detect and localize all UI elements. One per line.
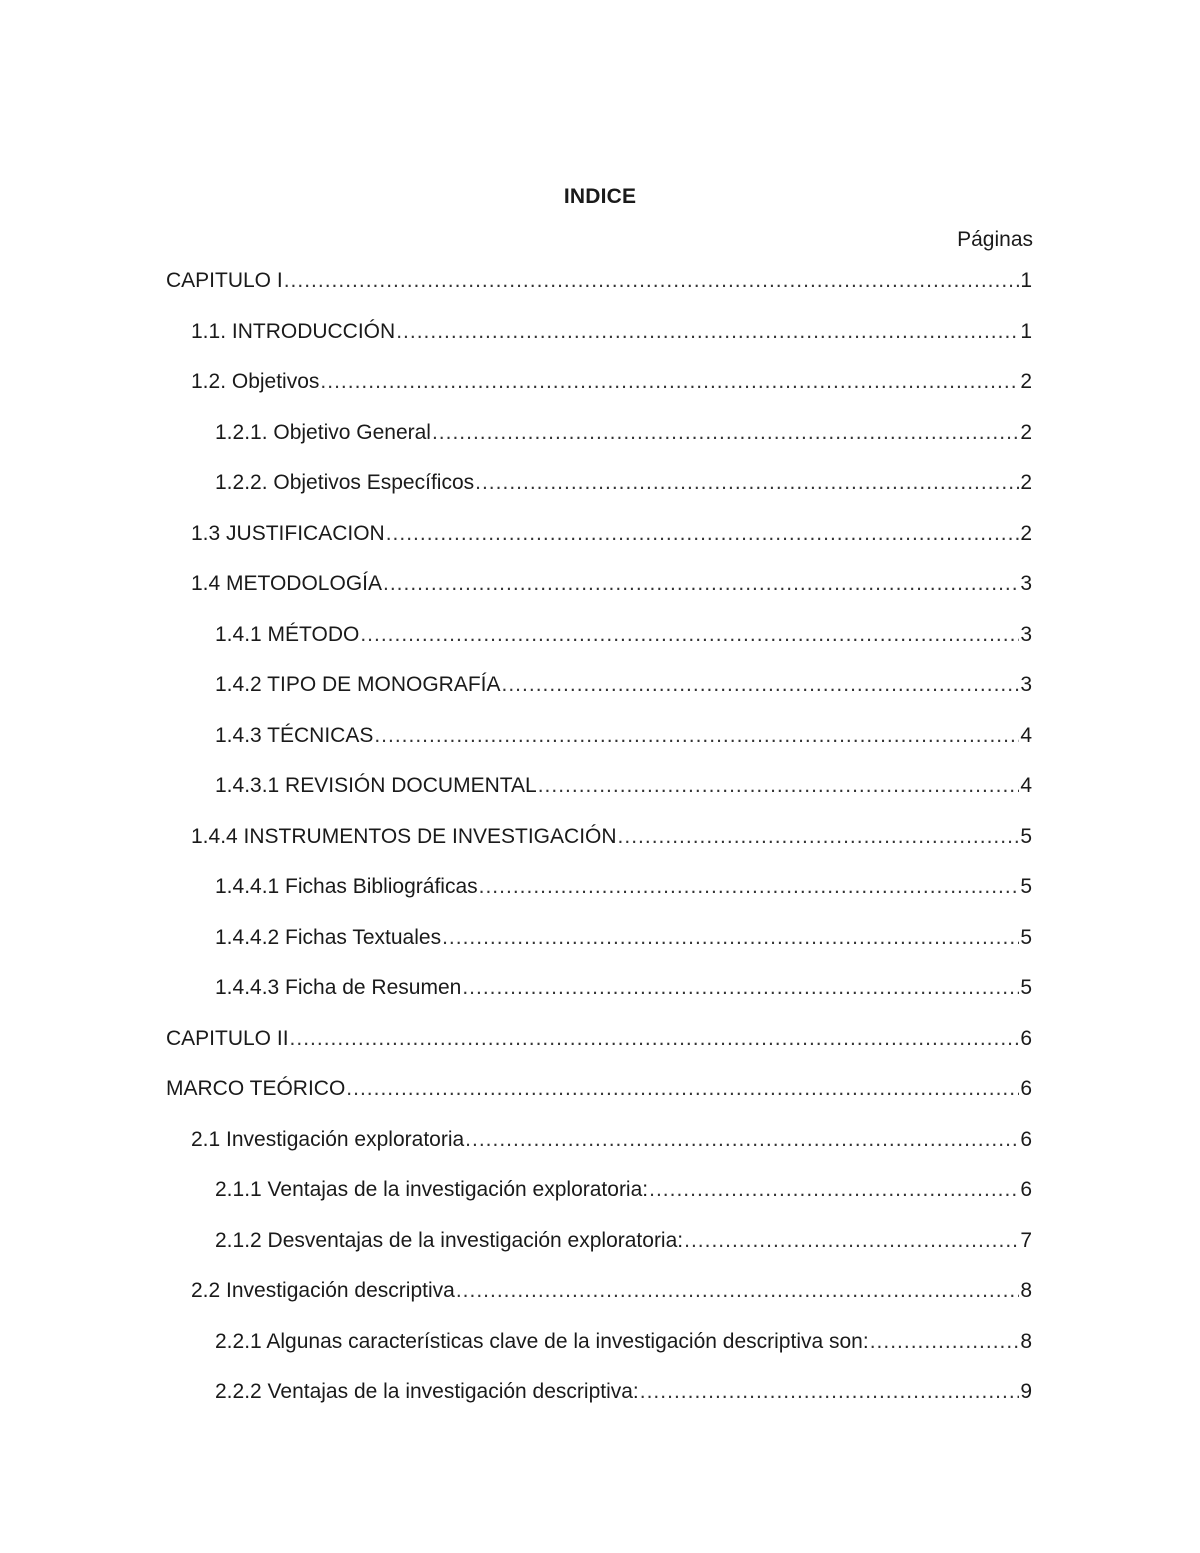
- toc-entry-label: 1.4.1 MÉTODO: [215, 622, 360, 646]
- toc-entry-label: 1.2.1. Objetivo General: [215, 420, 431, 444]
- toc-entry-page-number: 1: [1020, 269, 1032, 292]
- toc-entry[interactable]: [166, 1024, 1032, 1075]
- toc-entry[interactable]: [166, 1226, 1032, 1277]
- dot-leader: [386, 519, 1020, 549]
- toc-entry-page-number: 2: [1020, 420, 1032, 444]
- toc-entry[interactable]: [166, 1276, 1032, 1327]
- toc-entry-label: 1.4 METODOLOGÍA: [191, 572, 382, 595]
- toc-entry-label: 2.1.1 Ventajas de la investigación exploratoria:: [215, 1178, 649, 1201]
- toc-entry[interactable]: [166, 872, 1032, 923]
- toc-entry-page-number: 5: [1020, 925, 1032, 949]
- toc-entry-label: 1.4.3 TÉCNICAS: [215, 723, 374, 747]
- dot-leader: [284, 266, 1020, 296]
- toc-entry-page-number: 3: [1020, 622, 1032, 646]
- toc-entry[interactable]: [166, 670, 1032, 721]
- toc-entry-label: 1.4.4.2 Fichas Textuales: [215, 925, 442, 949]
- pages-column-label: Páginas: [957, 228, 1033, 251]
- dot-leader: [684, 1226, 1019, 1256]
- dot-leader: [479, 872, 1020, 902]
- toc-entry-page-number: 6: [1020, 1178, 1032, 1201]
- toc-entry-label: 1.4.2 TIPO DE MONOGRAFÍA: [215, 673, 501, 696]
- toc-entry-label: 1.4.4.1 Fichas Bibliográficas: [215, 875, 478, 898]
- toc-entry-page-number: 9: [1020, 1380, 1032, 1403]
- dot-leader: [462, 973, 1019, 1003]
- toc-entry-page-number: 1: [1020, 319, 1032, 343]
- dot-leader: [538, 771, 1020, 801]
- dot-leader: [618, 822, 1020, 852]
- dot-leader: [870, 1327, 1020, 1357]
- toc-entry-page-number: 2: [1020, 471, 1032, 494]
- toc-entry-page-number: 5: [1020, 976, 1032, 999]
- toc-entry-page-number: 6: [1020, 1077, 1032, 1100]
- toc-entry-label: 2.2.2 Ventajas de la investigación descriptiva:: [215, 1380, 639, 1403]
- toc-entry-label: 1.4.4 INSTRUMENTOS DE INVESTIGACIÓN: [191, 824, 617, 848]
- toc-entry[interactable]: [166, 721, 1032, 772]
- toc-entry[interactable]: [166, 367, 1032, 418]
- toc-entry[interactable]: [166, 973, 1032, 1024]
- dot-leader: [475, 468, 1019, 498]
- page-title: INDICE: [563, 185, 637, 208]
- toc-entry[interactable]: [166, 923, 1032, 974]
- toc-entry-label: 2.2.1 Algunas características clave de la investigación descriptiva son:: [215, 1329, 869, 1353]
- toc-entry-label: 1.1. INTRODUCCIÓN: [191, 319, 396, 343]
- table-of-contents: [166, 266, 1032, 1428]
- toc-entry-page-number: 7: [1020, 1228, 1032, 1252]
- dot-leader: [432, 418, 1019, 448]
- toc-entry[interactable]: [166, 1074, 1032, 1125]
- dot-leader: [346, 1074, 1019, 1104]
- toc-entry[interactable]: [166, 1125, 1032, 1176]
- dot-leader: [649, 1175, 1019, 1205]
- toc-entry-page-number: 6: [1020, 1127, 1032, 1151]
- toc-entry[interactable]: [166, 468, 1032, 519]
- toc-entry-label: CAPITULO II: [166, 1026, 289, 1050]
- toc-entry-label: 1.2. Objetivos: [191, 370, 320, 393]
- toc-entry[interactable]: [166, 1327, 1032, 1378]
- toc-entry[interactable]: [166, 418, 1032, 469]
- toc-entry[interactable]: [166, 1175, 1032, 1226]
- toc-entry[interactable]: [166, 317, 1032, 368]
- dot-leader: [360, 620, 1019, 650]
- toc-entry-page-number: 3: [1020, 673, 1032, 696]
- dot-leader: [320, 367, 1019, 397]
- dot-leader: [290, 1024, 1020, 1054]
- toc-entry-label: 1.4.4.3 Ficha de Resumen: [215, 976, 462, 999]
- toc-entry-page-number: 2: [1020, 370, 1032, 393]
- toc-entry[interactable]: [166, 569, 1032, 620]
- toc-entry[interactable]: [166, 266, 1032, 317]
- toc-entry-label: 2.2 Investigación descriptiva: [191, 1279, 455, 1302]
- toc-entry[interactable]: [166, 519, 1032, 570]
- toc-entry-page-number: 2: [1020, 521, 1032, 545]
- dot-leader: [383, 569, 1019, 599]
- toc-entry-label: 1.2.2. Objetivos Específicos: [215, 471, 475, 494]
- toc-entry-page-number: 5: [1020, 824, 1032, 848]
- dot-leader: [465, 1125, 1019, 1155]
- toc-entry-label: CAPITULO I: [166, 269, 283, 292]
- toc-entry-label: 2.1 Investigación exploratoria: [191, 1127, 465, 1151]
- toc-entry-label: MARCO TEÓRICO: [166, 1077, 346, 1100]
- toc-entry-page-number: 8: [1020, 1329, 1032, 1353]
- toc-entry[interactable]: [166, 620, 1032, 671]
- toc-entry-label: 2.1.2 Desventajas de la investigación exploratoria:: [215, 1228, 684, 1252]
- dot-leader: [456, 1276, 1020, 1306]
- toc-entry-page-number: 3: [1020, 572, 1032, 595]
- dot-leader: [374, 721, 1019, 751]
- dot-leader: [442, 923, 1019, 953]
- toc-entry-page-number: 4: [1020, 723, 1032, 747]
- toc-entry-label: 1.4.3.1 REVISIÓN DOCUMENTAL: [215, 774, 537, 797]
- toc-entry-page-number: 6: [1020, 1026, 1032, 1050]
- toc-entry-page-number: 8: [1020, 1279, 1032, 1302]
- toc-entry[interactable]: [166, 1377, 1032, 1428]
- toc-entry[interactable]: [166, 771, 1032, 822]
- toc-entry-page-number: 5: [1020, 875, 1032, 898]
- dot-leader: [396, 317, 1019, 347]
- toc-entry[interactable]: [166, 822, 1032, 873]
- toc-entry-page-number: 4: [1020, 774, 1032, 797]
- toc-entry-label: 1.3 JUSTIFICACION: [191, 521, 385, 545]
- dot-leader: [502, 670, 1020, 700]
- dot-leader: [640, 1377, 1020, 1407]
